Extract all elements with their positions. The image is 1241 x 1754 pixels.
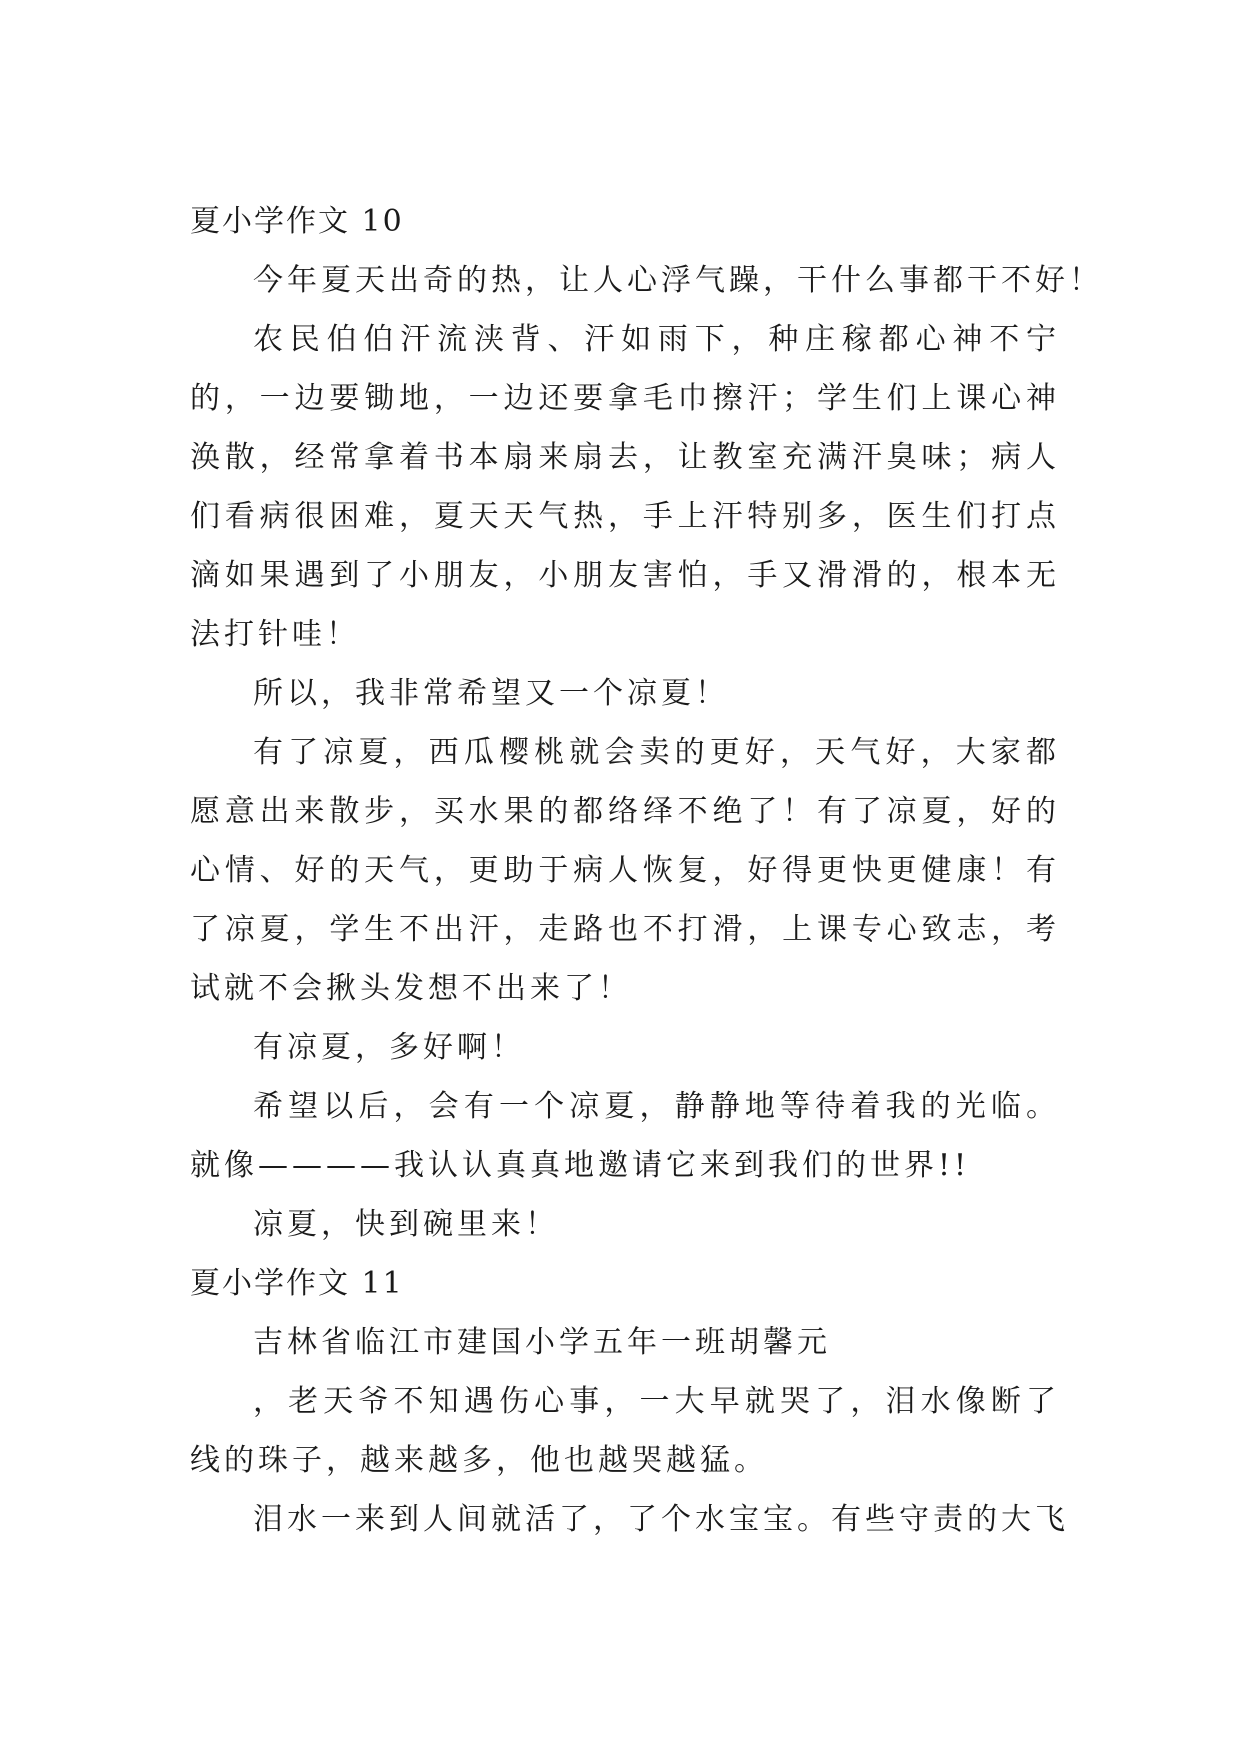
essay-title: 夏小学作文 11 — [190, 1266, 404, 1301]
essay-paragraph: 有凉夏，多好啊！ — [253, 1030, 525, 1065]
essay-paragraph: 农民伯伯汗流浃背、汗如雨下，种庄稼都心神不宁的，一边要锄地，一边还要拿毛巾擦汗；学生们上课心神涣散，经常拿着书本扇来扇去，让教室充满汗臭味；病人们看病很困难，夏天天气热，手上汗特别多，医生们打点滴如果遇到了小朋友，小朋友害怕，手又滑滑的，根本无法打针哇！ — [190, 322, 1060, 652]
essay-11 — [190, 1255, 1069, 1549]
essay-paragraph: 泪水一来到人间就活了，了个水宝宝。有些守责的大飞 — [253, 1502, 1069, 1537]
essay-title: 夏小学作文 10 — [190, 204, 404, 239]
essay-paragraph: 所以，我非常希望又一个凉夏！ — [253, 676, 729, 711]
essay-paragraph: ，老天爷不知遇伤心事，一大早就哭了，泪水像断了线的珠子，越来越多，他也越哭越猛。 — [190, 1384, 1060, 1478]
essay-paragraph: 希望以后，会有一个凉夏，静静地等待着我的光临。就像————我认认真真地邀请它来到我们的世界!! — [190, 1089, 1060, 1183]
essay-paragraph: 吉林省临江市建国小学五年一班胡馨元 — [253, 1325, 831, 1360]
essay-paragraph: 凉夏，快到碗里来！ — [253, 1207, 559, 1242]
essay-paragraph: 今年夏天出奇的热，让人心浮气躁，干什么事都干不好！ — [253, 263, 1103, 298]
essay-paragraph: 有了凉夏，西瓜樱桃就会卖的更好，天气好，大家都愿意出来散步，买水果的都络绎不绝了！有了凉夏，好的心情、好的天气，更助于病人恢复，好得更快更健康！有了凉夏，学生不出汗，走路也不打滑，上课专心致志，考试就不会揪头发想不出来了！ — [190, 735, 1060, 1006]
essay-10 — [190, 193, 1103, 1254]
